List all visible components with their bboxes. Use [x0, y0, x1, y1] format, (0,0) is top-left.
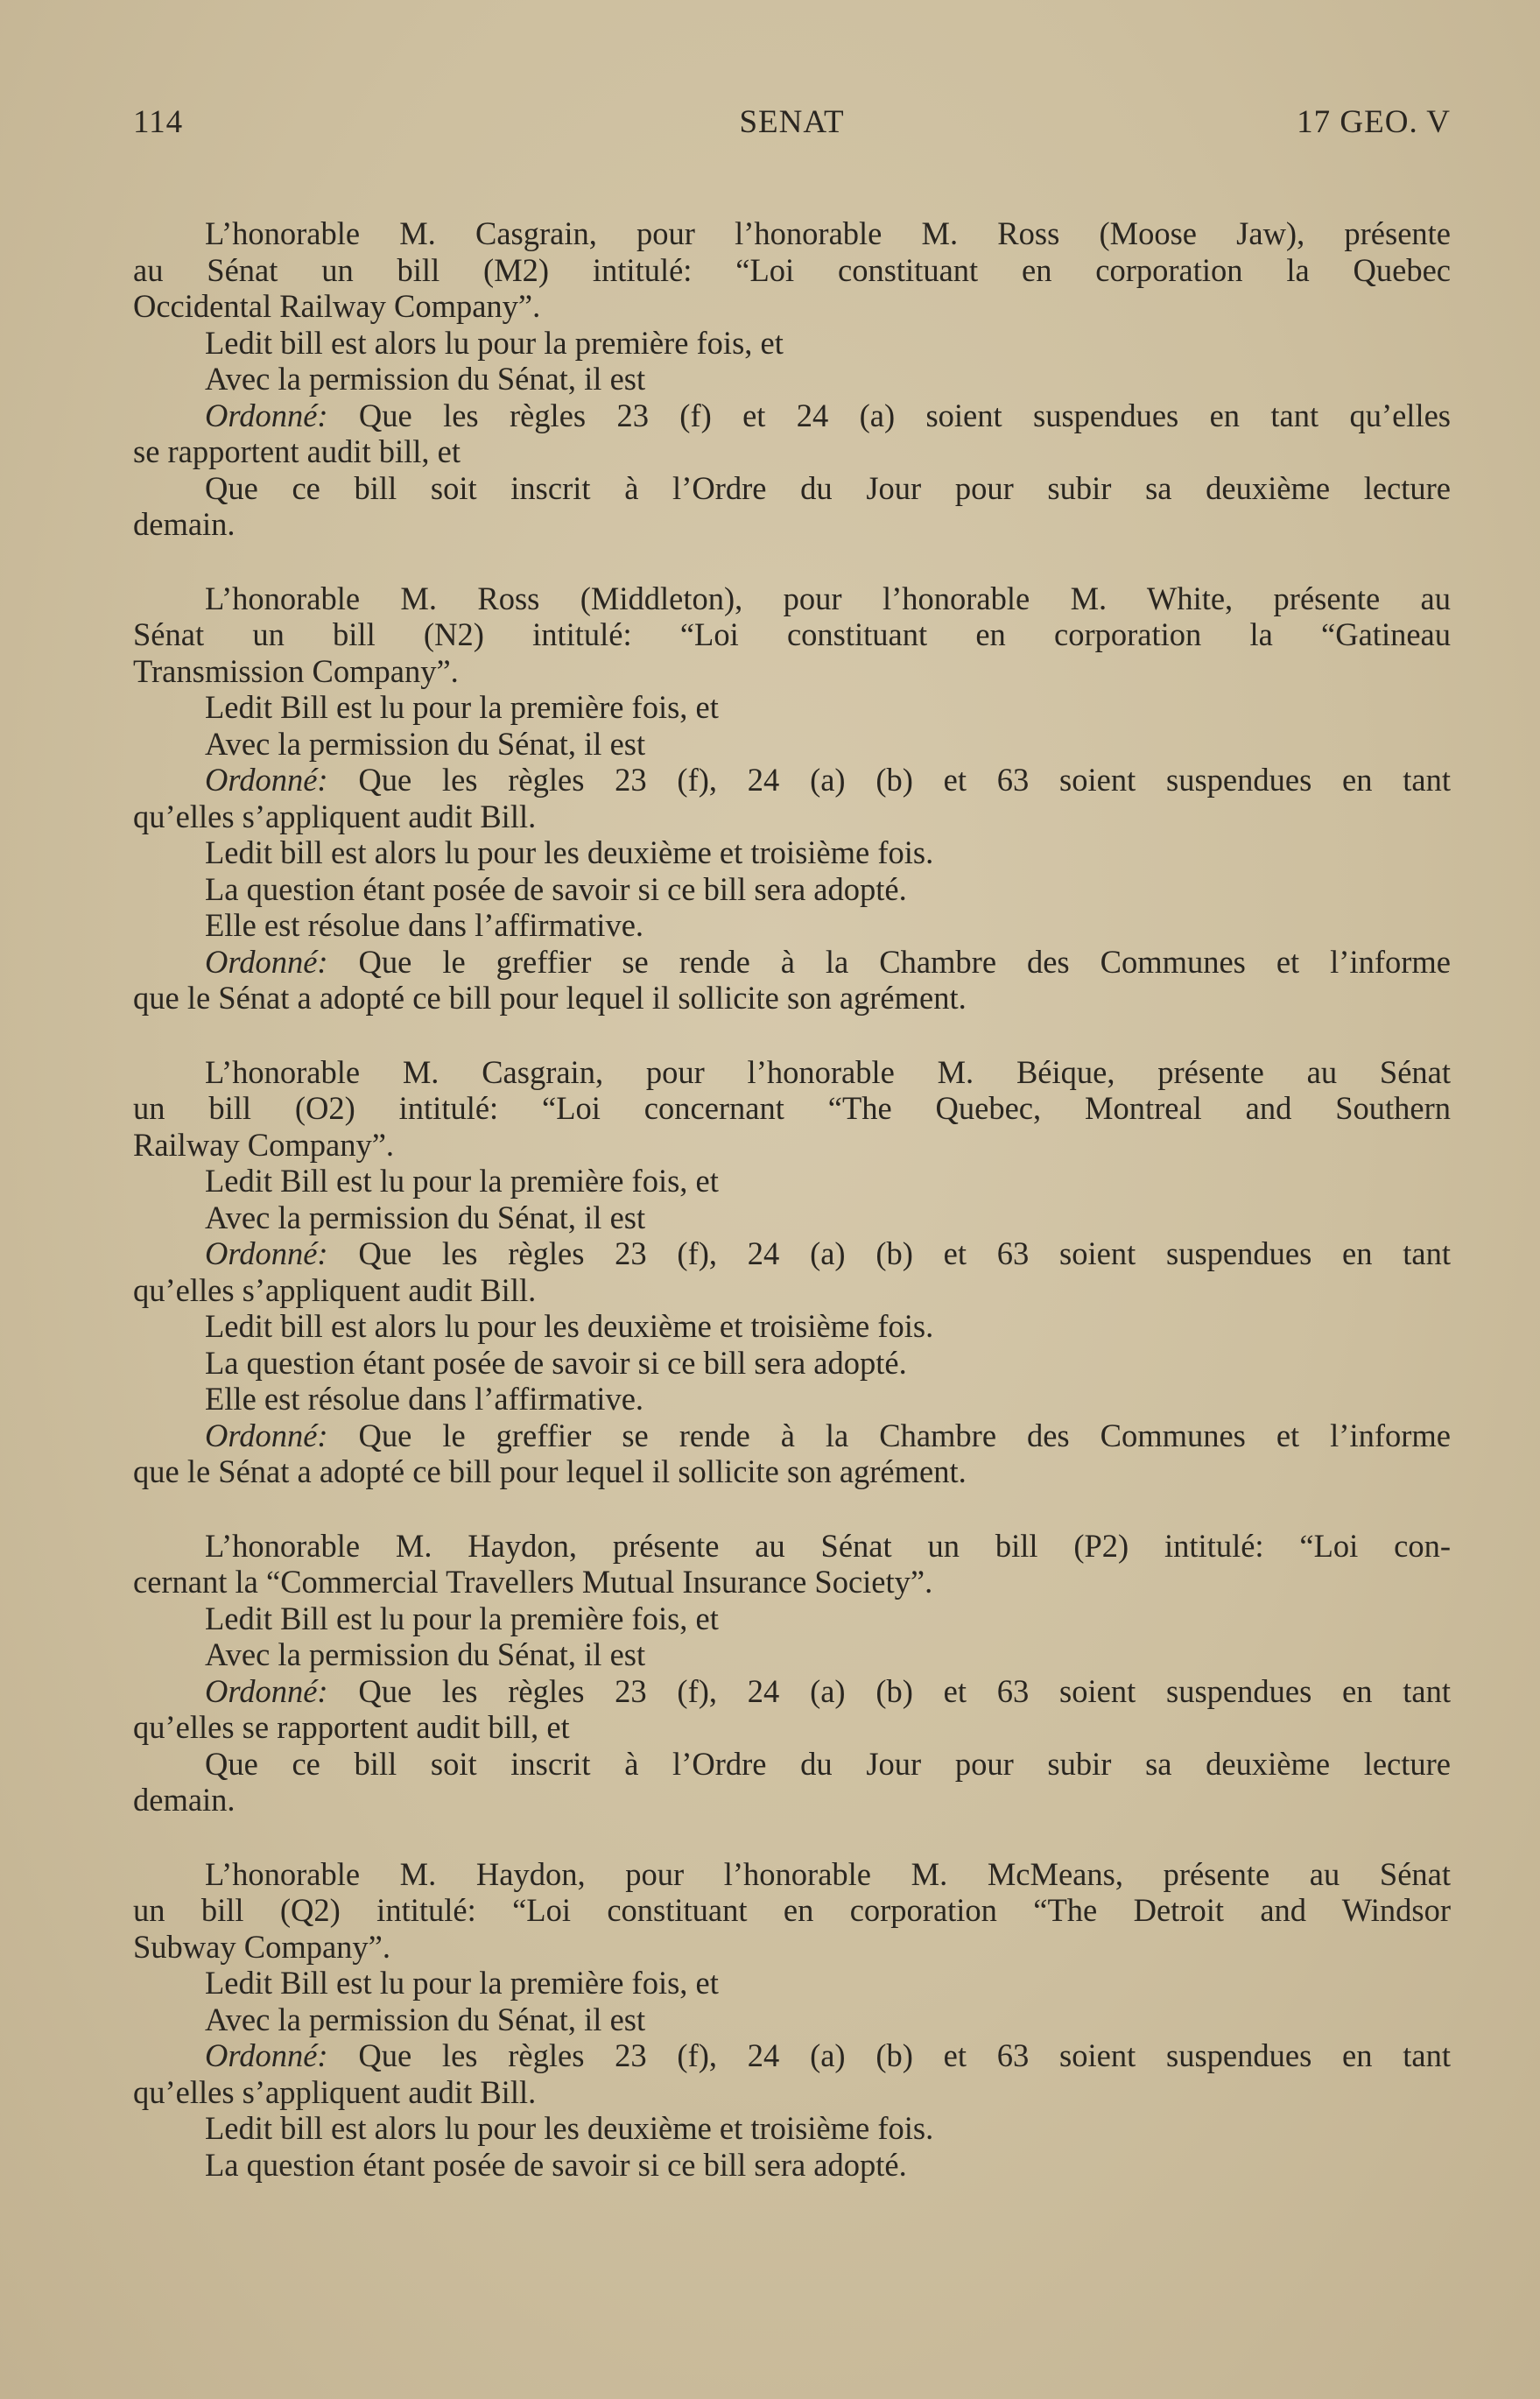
- text-line: [133, 1856, 1451, 1893]
- line-text: un bill (Q2) intitulé: “Loi constituant en corporation “The Detroit and Windsor: [133, 1892, 1451, 1928]
- text-line: [133, 1200, 1451, 1236]
- text-line: [133, 1127, 1451, 1164]
- line-text: Que ce bill soit inscrit à l’Ordre du Jour pour subir sa deuxième lecture: [205, 469, 1451, 506]
- line-text: un bill (O2) intitulé: “Loi concernant “The Quebec, Montreal and Southern: [133, 1090, 1451, 1126]
- text-line: [133, 1453, 1451, 1490]
- paragraph: [133, 215, 1451, 543]
- line-text: Ledit bill est alors lu pour les deuxième et troisième fois.: [205, 834, 934, 870]
- line-text: Que les règles 23 (f), 24 (a) (b) et 63 soient suspendues en tant: [327, 1672, 1451, 1709]
- line-text: Elle est résolue dans l’affirmative.: [205, 907, 644, 943]
- text-line: [133, 689, 1451, 726]
- line-text: L’honorable M. Ross (Middleton), pour l’honorable M. White, présente au: [205, 580, 1451, 616]
- text-line: [133, 1601, 1451, 1637]
- text-line: [133, 834, 1451, 871]
- text-line: [133, 1636, 1451, 1673]
- line-text: Ledit Bill est lu pour la première fois, et: [205, 1163, 719, 1199]
- line-text: L’honorable M. Haydon, présente au Sénat un bill (P2) intitulé: “Loi con-: [205, 1527, 1451, 1564]
- running-header: [133, 103, 1451, 147]
- ordonne-label: Ordonné:: [205, 1417, 328, 1453]
- text-line: [133, 325, 1451, 362]
- line-text: Elle est résolue dans l’affirmative.: [205, 1381, 644, 1417]
- text-line: [133, 288, 1451, 325]
- text-line: [133, 1308, 1451, 1345]
- text-line: [133, 798, 1451, 835]
- line-text: Que les règles 23 (f), 24 (a) (b) et 63 soient suspendues en tant: [327, 2037, 1451, 2073]
- ordonne-label: Ordonné:: [205, 1235, 328, 1271]
- text-line: [133, 907, 1451, 944]
- line-text: Que le greffier se rende à la Chambre des Communes et l’informe: [327, 943, 1451, 980]
- line-text: qu’elles s’appliquent audit Bill.: [133, 798, 537, 834]
- text-line: [133, 616, 1451, 653]
- text-line: [133, 2074, 1451, 2111]
- text-line: [133, 980, 1451, 1017]
- line-text: Ledit Bill est lu pour la première fois, et: [205, 689, 719, 725]
- paragraph: [133, 580, 1451, 1017]
- line-text: demain.: [133, 1782, 236, 1818]
- line-text: se rapportent audit bill, et: [133, 433, 461, 469]
- text-line: [133, 361, 1451, 397]
- line-text: Avec la permission du Sénat, il est: [205, 1199, 646, 1235]
- text-line: [133, 1965, 1451, 2002]
- line-text: Que les règles 23 (f) et 24 (a) soient suspendues en tant qu’elles: [327, 397, 1451, 433]
- text-line: [133, 2110, 1451, 2147]
- line-text: demain.: [133, 506, 236, 542]
- text-line: [133, 580, 1451, 617]
- text-line: [133, 1345, 1451, 1382]
- line-text: Avec la permission du Sénat, il est: [205, 1636, 646, 1672]
- text-line: [133, 762, 1451, 798]
- line-text: Ledit bill est alors lu pour les deuxième et troisième fois.: [205, 2110, 934, 2146]
- body-text: [133, 215, 1451, 2220]
- line-text: Railway Company”.: [133, 1126, 395, 1163]
- text-line: [133, 433, 1451, 470]
- line-text: cernant la “Commercial Travellers Mutual Insurance Society”.: [133, 1564, 933, 1600]
- line-text: Sénat un bill (N2) intitulé: “Loi constituant en corporation la “Gatineau: [133, 616, 1451, 652]
- text-line: [133, 1929, 1451, 1966]
- line-text: au Sénat un bill (M2) intitulé: “Loi constituant en corporation la Quebec: [133, 251, 1451, 288]
- line-text: L’honorable M. Casgrain, pour l’honorable M. Béique, présente au Sénat: [205, 1053, 1451, 1090]
- ordonne-label: Ordonné:: [205, 762, 328, 798]
- text-line: [133, 470, 1451, 507]
- line-text: Ledit Bill est lu pour la première fois, et: [205, 1600, 719, 1636]
- paragraph: [133, 1054, 1451, 1490]
- text-line: [133, 1163, 1451, 1200]
- line-text: qu’elles s’appliquent audit Bill.: [133, 2073, 537, 2110]
- text-line: [133, 1090, 1451, 1127]
- line-text: L’honorable M. Casgrain, pour l’honorable M. Ross (Moose Jaw), présente: [205, 215, 1451, 251]
- text-line: [133, 726, 1451, 763]
- text-line: [133, 1892, 1451, 1929]
- ordonne-label: Ordonné:: [205, 943, 328, 980]
- line-text: Avec la permission du Sénat, il est: [205, 725, 646, 762]
- line-text: Subway Company”.: [133, 1928, 390, 1965]
- ordonne-label: Ordonné:: [205, 1672, 328, 1709]
- text-line: [133, 1235, 1451, 1272]
- text-line: [133, 1564, 1451, 1601]
- paragraph: [133, 1528, 1451, 1819]
- line-text: Que le greffier se rende à la Chambre des Communes et l’informe: [327, 1417, 1451, 1453]
- ordonne-label: Ordonné:: [205, 397, 328, 433]
- line-text: que le Sénat a adopté ce bill pour lequel il sollicite son agrément.: [133, 1453, 967, 1489]
- text-line: [133, 1054, 1451, 1091]
- text-line: [133, 871, 1451, 908]
- line-text: Ledit bill est alors lu pour les deuxième et troisième fois.: [205, 1308, 934, 1344]
- line-text: Occidental Railway Company”.: [133, 288, 541, 324]
- text-line: [133, 252, 1451, 289]
- line-text: qu’elles se rapportent audit bill, et: [133, 1709, 570, 1745]
- text-line: [133, 1746, 1451, 1783]
- text-line: [133, 506, 1451, 543]
- text-line: [133, 2037, 1451, 2074]
- text-line: [133, 2147, 1451, 2184]
- line-text: Transmission Company”.: [133, 652, 459, 689]
- text-line: [133, 1528, 1451, 1565]
- line-text: La question étant posée de savoir si ce bill sera adopté.: [205, 2146, 907, 2183]
- ordonne-label: Ordonné:: [205, 2037, 328, 2073]
- regnal-year: 17 GEO. V: [1297, 104, 1451, 140]
- line-text: Que les règles 23 (f), 24 (a) (b) et 63 soient suspendues en tant: [327, 762, 1451, 798]
- page-title: SENAT: [739, 104, 845, 140]
- line-text: La question étant posée de savoir si ce bill sera adopté.: [205, 1344, 907, 1381]
- line-text: Avec la permission du Sénat, il est: [205, 361, 646, 397]
- text-line: [133, 2002, 1451, 2038]
- line-text: que le Sénat a adopté ce bill pour lequel il sollicite son agrément.: [133, 980, 967, 1016]
- line-text: Que les règles 23 (f), 24 (a) (b) et 63 soient suspendues en tant: [327, 1235, 1451, 1271]
- line-text: qu’elles s’appliquent audit Bill.: [133, 1271, 537, 1308]
- text-line: [133, 1418, 1451, 1454]
- line-text: Ledit Bill est lu pour la première fois, et: [205, 1965, 719, 2001]
- line-text: Que ce bill soit inscrit à l’Ordre du Jour pour subir sa deuxième lecture: [205, 1745, 1451, 1782]
- paragraph: [133, 1856, 1451, 2184]
- line-text: Avec la permission du Sénat, il est: [205, 2001, 646, 2037]
- line-text: Ledit bill est alors lu pour la première fois, et: [205, 324, 784, 361]
- text-line: [133, 653, 1451, 690]
- line-text: L’honorable M. Haydon, pour l’honorable M. McMeans, présente au Sénat: [205, 1855, 1451, 1892]
- text-line: [133, 1782, 1451, 1819]
- line-text: La question étant posée de savoir si ce bill sera adopté.: [205, 870, 907, 907]
- text-line: [133, 397, 1451, 434]
- text-line: [133, 1381, 1451, 1418]
- text-line: [133, 215, 1451, 252]
- text-line: [133, 1272, 1451, 1309]
- text-line: [133, 944, 1451, 981]
- page-number: 114: [133, 104, 184, 140]
- text-line: [133, 1673, 1451, 1710]
- text-line: [133, 1709, 1451, 1746]
